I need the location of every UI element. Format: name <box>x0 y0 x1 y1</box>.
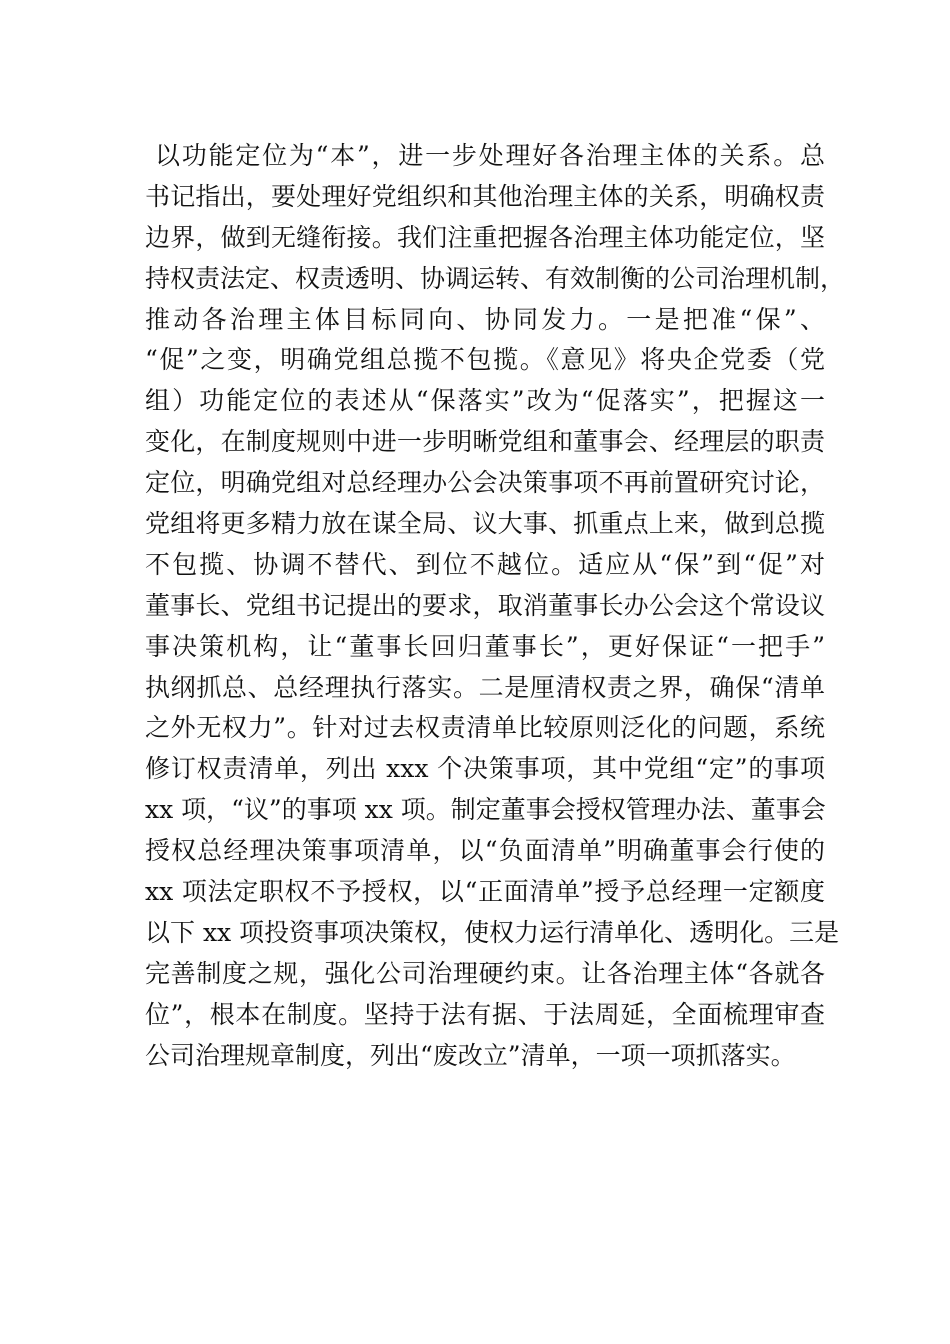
paragraph-line: 定位，明确党组对总经理办公会决策事项不再前置研究讨论， <box>145 468 825 498</box>
paragraph-line: “促”之变，明确党组总揽不包揽。《意见》将央企党委（党 <box>145 345 825 375</box>
paragraph-line: 位”，根本在制度。坚持于法有据、于法周延，全面梳理审查 <box>145 999 825 1029</box>
paragraph-line: 边界，做到无缝衔接。我们注重把握各治理主体功能定位，坚 <box>145 222 825 252</box>
paragraph-line: 组）功能定位的表述从“保落实”改为“促落实”，把握这一 <box>145 386 825 416</box>
paragraph-line: 党组将更多精力放在谋全局、议大事、抓重点上来，做到总揽 <box>145 509 825 539</box>
paragraph-line: 事决策机构，让“董事长回归董事长”，更好保证“一把手” <box>145 631 825 661</box>
paragraph-line: 授权总经理决策事项清单，以“负面清单”明确董事会行使的 <box>145 836 825 866</box>
paragraph-line: 推动各治理主体目标同向、协同发力。一是把准“保”、 <box>145 304 825 334</box>
paragraph-line: 以功能定位为“本”，进一步处理好各治理主体的关系。总 <box>155 141 825 170</box>
paragraph-line: 公司治理规章制度，列出“废改立”清单，一项一项抓落实。 <box>145 1040 796 1070</box>
paragraph-line: 持权责法定、权责透明、协调运转、有效制衡的公司治理机制， <box>145 263 846 293</box>
paragraph-line: 修订权责清单，列出 xxx 个决策事项，其中党组“定”的事项 <box>145 754 825 784</box>
paragraph-line: 变化，在制度规则中进一步明晰党组和董事会、经理层的职责 <box>145 427 825 457</box>
paragraph-line: xx 项法定职权不予授权，以“正面清单”授予总经理一定额度 <box>145 877 825 907</box>
paragraph-line: 董事长、党组书记提出的要求，取消董事长办公会这个常设议 <box>145 590 825 620</box>
body-paragraph <box>145 136 846 1076</box>
paragraph-line: 不包揽、协调不替代、到位不越位。适应从“保”到“促”对 <box>145 549 825 579</box>
paragraph-line: 书记指出，要处理好党组织和其他治理主体的关系，明确权责 <box>145 181 825 211</box>
paragraph-line: 完善制度之规，强化公司治理硬约束。让各治理主体“各就各 <box>145 958 825 988</box>
paragraph-line: 执纲抓总、总经理执行落实。二是厘清权责之界，确保“清单 <box>145 672 825 702</box>
paragraph-line: 之外无权力”。针对过去权责清单比较原则泛化的问题，系统 <box>145 713 825 743</box>
paragraph-line: xx 项，“议”的事项 xx 项。制定董事会授权管理办法、董事会 <box>145 795 826 825</box>
paragraph-line: 以下 xx 项投资事项决策权，使权力运行清单化、透明化。三是 <box>145 917 840 947</box>
